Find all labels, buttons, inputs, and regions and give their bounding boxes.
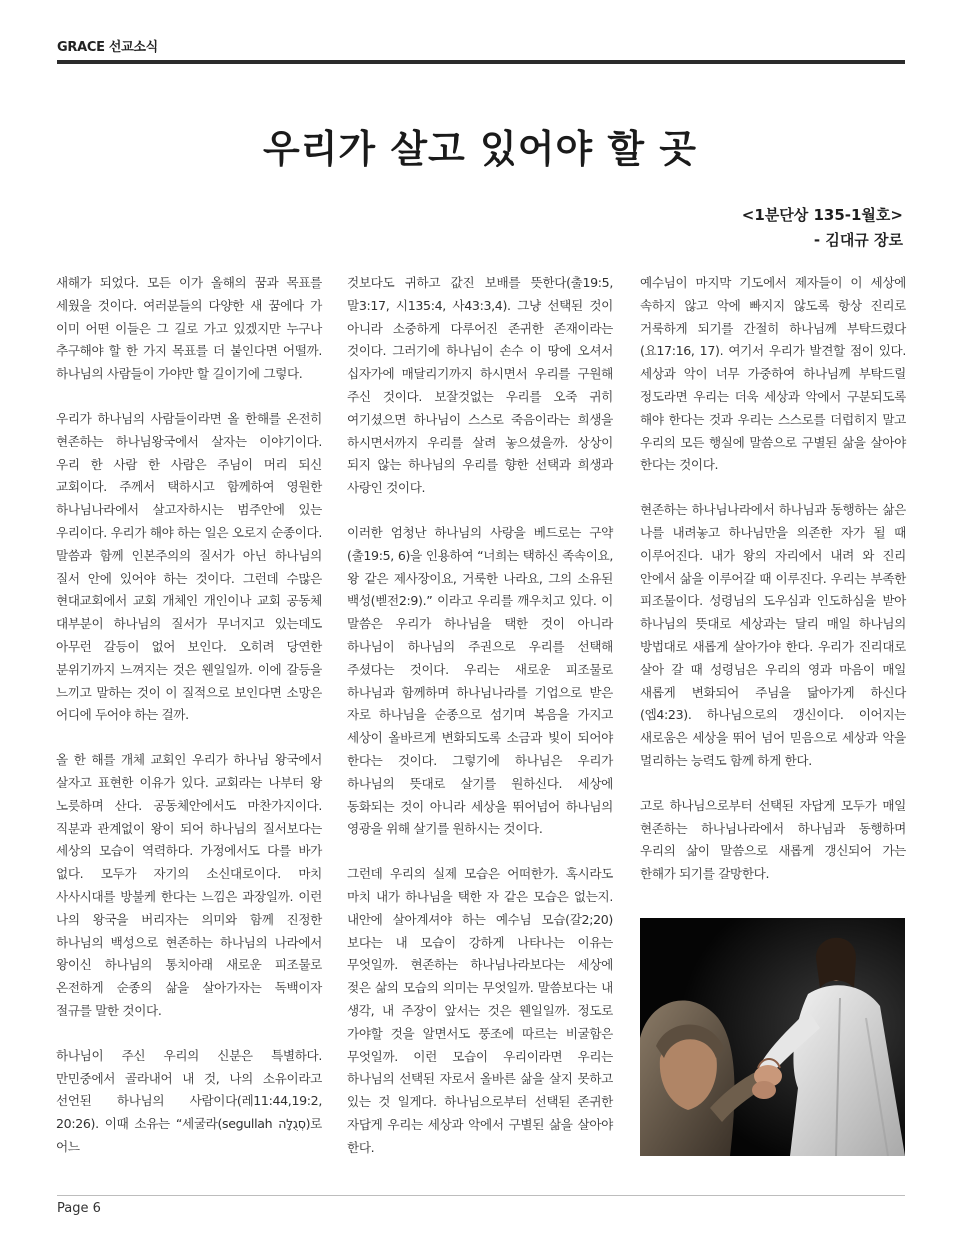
paragraph: 하나님이 주신 우리의 신분은 특별하다. 만민중에서 골라내어 내 것, 나의 소유이라고 선언된 하나님의 사람이다(레11:44,19:2, 20:26). 이때 소유는 “세굴라(segullah סְגֻלָּה)로 어느 (56, 1047, 322, 1154)
paragraph: 것보다도 귀하고 값진 보배를 뜻한다(출19:5, 말3:17, 시135:4, 사43:3,4). 그냥 선택된 것이 아니라 소중하게 다루어진 존귀한 존재이라는 것이다. 그러기에 하나님이 손수 이 땅에 오셔서 십자가에 매달리기까지 하시면서 우리를 구원해 주신 것이다. 보잘것없는 우리를 오죽 귀히 여기셨으면 하나님이 스스로 죽음이라는 희생을 하시면서까지 우리를 살려 놓으셨을까. 상상이 되지 않는 하나님의 우리를 향한 선택과 희생과 사랑인 것이다. (347, 275, 613, 496)
article-column-1 (56, 272, 322, 1181)
article-byline (742, 203, 903, 253)
footer-divider (57, 1195, 905, 1196)
paragraph: 고로 하나님으로부터 선택된 자답게 모두가 매일 현존하는 하나님나라에서 하나님과 동행하며 우리의 삶이 말씀으로 새롭게 갱신되어 가는 한해가 되기를 갈망한다. (640, 797, 906, 882)
paragraph: 예수님이 마지막 기도에서 제자들이 이 세상에 속하지 않고 악에 빠지지 않도록 항상 진리로 거룩하게 되기를 간절히 하나님께 부탁드렸다(요17:16, 17). 여기서 우리가 발견할 점이 있다. 세상과 악이 너무 가중하여 하나님께 부탁드릴 정도라면 우리는 더욱 세상과 악에서 구분되도록 해야 한다는 것과 우리는 스스로를 더럽히지 말고 우리의 모든 행실에 말씀으로 구별된 삶을 살아야 한다는 것이다. (640, 275, 906, 473)
page-number: Page 6 (57, 1201, 101, 1216)
paragraph: 이러한 엄청난 하나님의 사랑을 베드로는 구약(출19:5, 6)을 인용하여 “너희는 택하신 족속이요, 왕 같은 제사장이요, 거룩한 나라요, 그의 소유된 백성(벧전2:9).” 이라고 우리를 깨우치고 있다. 이 말씀은 우리가 하나님을 택한 것이 아니라 하나님이 하나님의 주권으로 우리를 선택해 주셨다는 것이다. 우리는 새로운 피조물로 하나님과 함께하며 하나님나라를 기업으로 받은 자로 하나님을 순종으로 섬기며 복음을 가지고 세상이 올바르게 변화되도록 소금과 빛이 되어야 한다는 것이다. 그렇기에 하나님은 우리가 하나님의 뜻대로 살기를 원하신다. 세상에 동화되는 것이 아니라 세상을 뛰어넘어 하나님의 영광을 위해 살기를 원하시는 것이다. (347, 524, 613, 837)
paragraph: 새해가 되었다. 모든 이가 올해의 꿈과 목표를 세웠을 것이다. 여러분들의 다양한 새 꿈에다 가 이미 어떤 이들은 그 길로 가고 있겠지만 누구나 추구해야 할 한 가지 목표를 더 붙인다면 어떨까. 하나님의 사람들이 가야만 할 길이기에 그렇다. (56, 275, 322, 382)
article-column-3 (640, 272, 906, 908)
page-header (57, 34, 905, 64)
photo-two-figures-clasping-hands-icon (640, 918, 905, 1156)
article-title: 우리가 살고 있어야 할 곳 (263, 127, 697, 171)
paragraph: 우리가 하나님의 사람들이라면 올 한해를 온전히 현존하는 하나님왕국에서 살자는 이야기이다. 우리 한 사람 한 사람은 주님이 머리 되신 교회이다. 주께서 택하시고 함께하여 영원한 하나님나라에서 살고자하시는 범주안에 있는 우리이다. 우리가 해야 하는 일은 오로지 순종이다. 말씀과 함께 인본주의의 질서가 아닌 하나님의 질서 안에 있어야 하는 것이다. 그런데 수많은 현대교회에서 교회 개체인 개인이나 교회 공동체 대부분이 하나님의 질서가 무너지고 있는데도 아무런 갈등이 없어 보인다. 오히려 당연한 분위기까지 느껴지는 것은 웬일일까. 이에 갈등을 느끼고 말하는 것이 이 질적으로 보인다면 소망은 어디에 두어야 하는 걸까. (56, 410, 322, 723)
magazine-brand: GRACE 선교소식 (57, 40, 158, 55)
article-column-2 (347, 272, 613, 1181)
author-name: - 김대규 장로 (813, 231, 903, 249)
paragraph: 현존하는 하나님나라에서 하나님과 동행하는 삶은 나를 내려놓고 하나님만을 의존한 자가 될 때 이루어진다. 내가 왕의 자리에서 내려 와 진리 안에서 삶을 이루어갈 때 이루진다. 우리는 부족한 피조물이다. 성령님의 도우심과 인도하심을 받아 하나님의 뜻대로 세상과는 달리 매일 하나님의 방법대로 새롭게 살아가야 한다. 우리가 진리대로 살아 갈 때 성령님은 우리의 영과 마음이 매일 새롭게 변화되어 주님을 닮아가게 하신다(엡4:23). 하나님으로의 갱신이다. 이어지는 새로움은 세상을 뛰어 넘어 믿음으로 세상과 악을 멀리하는 능력도 함께 하게 한다. (640, 502, 906, 768)
paragraph: 그런데 우리의 실제 모습은 어떠한가. 혹시라도 마치 내가 하나님을 택한 자 같은 모습은 없는지. 내안에 살아계셔야 하는 예수님 모습(갈2;20)보다는 내 모습이 강하게 나타나는 이유는 무엇일까. 현존하는 하나님나라보다는 세상에 젖은 삶의 모습의 의미는 무엇일까. 말씀보다는 내 생각, 내 주장이 앞서는 것은 웬일일까. 정도로 가야할 것을 알면서도 풍조에 따르는 비굴함은 무엇일까. 이런 모습이 우리이라면 우리는 하나님의 선택된 자로서 올바른 삶을 살지 못하고 있는 것 일게다. 하나님으로부터 선택된 존귀한 자답게 우리는 세상과 악에서 구별된 삶을 살아야 한다. (347, 866, 613, 1155)
paragraph: 올 한 해를 개체 교회인 우리가 하나님 왕국에서 살자고 표현한 이유가 있다. 교회라는 나부터 왕 노릇하며 산다. 공동체안에서도 마찬가지이다. 직분과 관계없이 왕이 되어 하나님의 질서보다는 세상의 모습이 역력하다. 가정에서도 다를 바가 없다. 모두가 자기의 소신대로이다. 마치 사사시대를 방불케 한다는 느낌은 과장일까. 이런 나의 왕국을 버리자는 의미와 함께 진정한 하나님의 백성으로 현존하는 하나님의 나라에서 왕이신 하나님의 통치아래 새로운 피조물로 온전하게 순종의 삶을 살아가자는 독백이자 절규를 말한 것이다. (56, 752, 322, 1018)
source-issue: <1분단상 135-1월호> (741, 206, 903, 224)
article-photo (640, 918, 905, 1156)
